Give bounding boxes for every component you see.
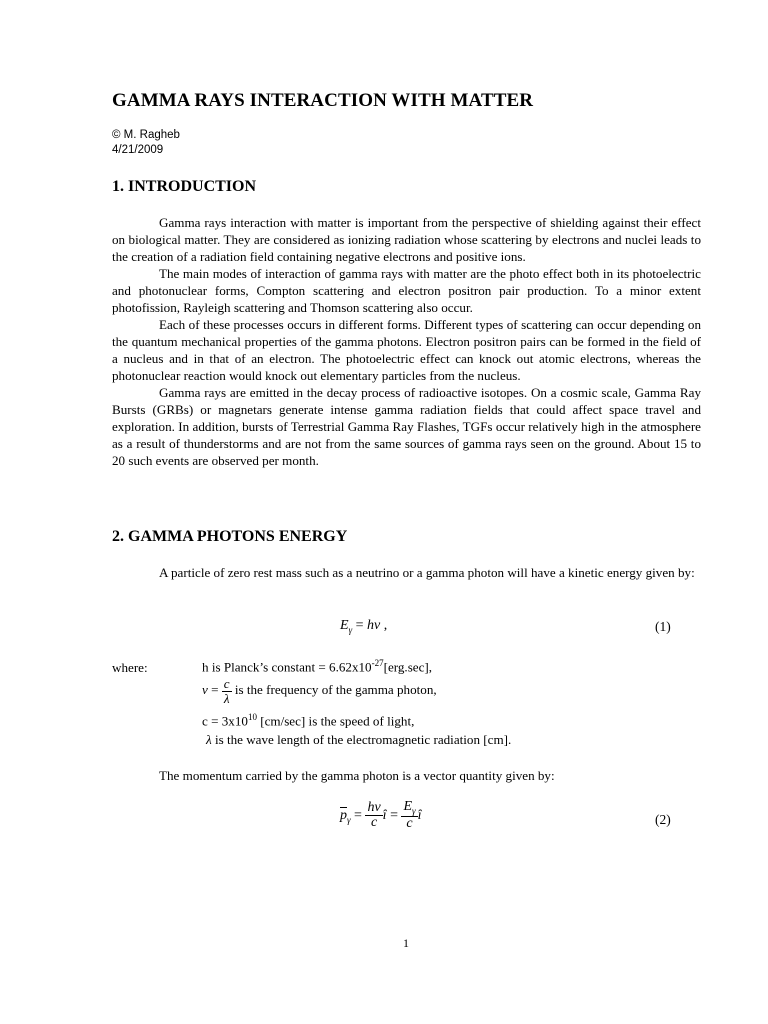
section-heading-introduction: 1. INTRODUCTION — [112, 178, 257, 195]
c-over-lambda-fraction: $\frac{c}{\lambda}$ — [223, 676, 230, 706]
date: 4/21/2009 — [112, 144, 164, 156]
where-label: where: — [112, 660, 148, 675]
where-wavelength: λ is the wave length of the electromagnetic radiation [cm]. — [206, 732, 512, 747]
equation-2-number: (2) — [655, 812, 671, 827]
paragraph: The main modes of interaction of gamma rays with matter are the photo effect both in its photoelectric and photonuclear forms, Compton scattering and electron positron pair production. To a minor extent photofission, Rayleigh scattering and Thomson scattering also occur. — [112, 266, 701, 315]
where-planck: h is Planck’s constant = $6.62x10^{-27}[erg.\sec]$, — [202, 658, 433, 675]
paragraph: The momentum carried by the gamma photon is a vector quantity given by: — [159, 768, 555, 783]
where-frequency: ν = $\frac{c}{\lambda}$ is the frequency of the gamma photon, — [202, 676, 437, 706]
equation-2: $\overline{p}_\gamma$ = $\frac{h\nu}{c}$ î = $\frac{E_\gamma}{c}$ î — [340, 799, 422, 832]
momentum-intro — [112, 767, 701, 784]
document-title: GAMMA RAYS INTERACTION WITH MATTER — [112, 90, 534, 111]
section-2-intro — [112, 564, 701, 581]
paragraph: Gamma rays are emitted in the decay process of radioactive isotopes. On a cosmic scale, Gamma Ray Bursts (GRBs) or magnetars generate intense gamma radiation fields that could affect space travel and exploration. In addition, bursts of Terrestrial Gamma Ray Flashes, TGFs occur relatively high in the atmosphere as a result of thunderstorms and are not from the same sources of gamma rays seen on the ground. About 15 to 20 such events are observed per month. — [112, 385, 701, 468]
equation-1-number: (1) — [655, 619, 671, 634]
introduction-body — [112, 214, 701, 469]
section-heading-gamma-photons-energy: 2. GAMMA PHOTONS ENERGY — [112, 528, 348, 545]
paragraph: A particle of zero rest mass such as a neutrino or a gamma photon will have a kinetic energy given by: — [159, 565, 695, 580]
paragraph: Each of these processes occurs in different forms. Different types of scattering can occur depending on the quantum mechanical properties of the gamma photons. Electron positron pairs can be formed in the field of a nucleus and in that of an electron. The photoelectric effect can knock out atomic electrons, whereas the photonuclear reaction would knock out elementary particles from the nucleus. — [112, 317, 701, 383]
paragraph: Gamma rays interaction with matter is important from the perspective of shielding against their effect on biological matter. They are considered as ionizing radiation whose scattering by electrons and nuclei leads to the creation of a radiation field containing negative electrons and positive ions. — [112, 215, 701, 264]
author: © M. Ragheb — [112, 129, 180, 141]
page-number: 1 — [403, 936, 409, 950]
equation-1: $E_\gamma = h\nu$ , — [340, 618, 388, 635]
where-speed-of-light: $c = 3x10^{10}$ [cm/sec] is the speed of light, — [202, 712, 415, 729]
document-meta — [112, 128, 180, 158]
